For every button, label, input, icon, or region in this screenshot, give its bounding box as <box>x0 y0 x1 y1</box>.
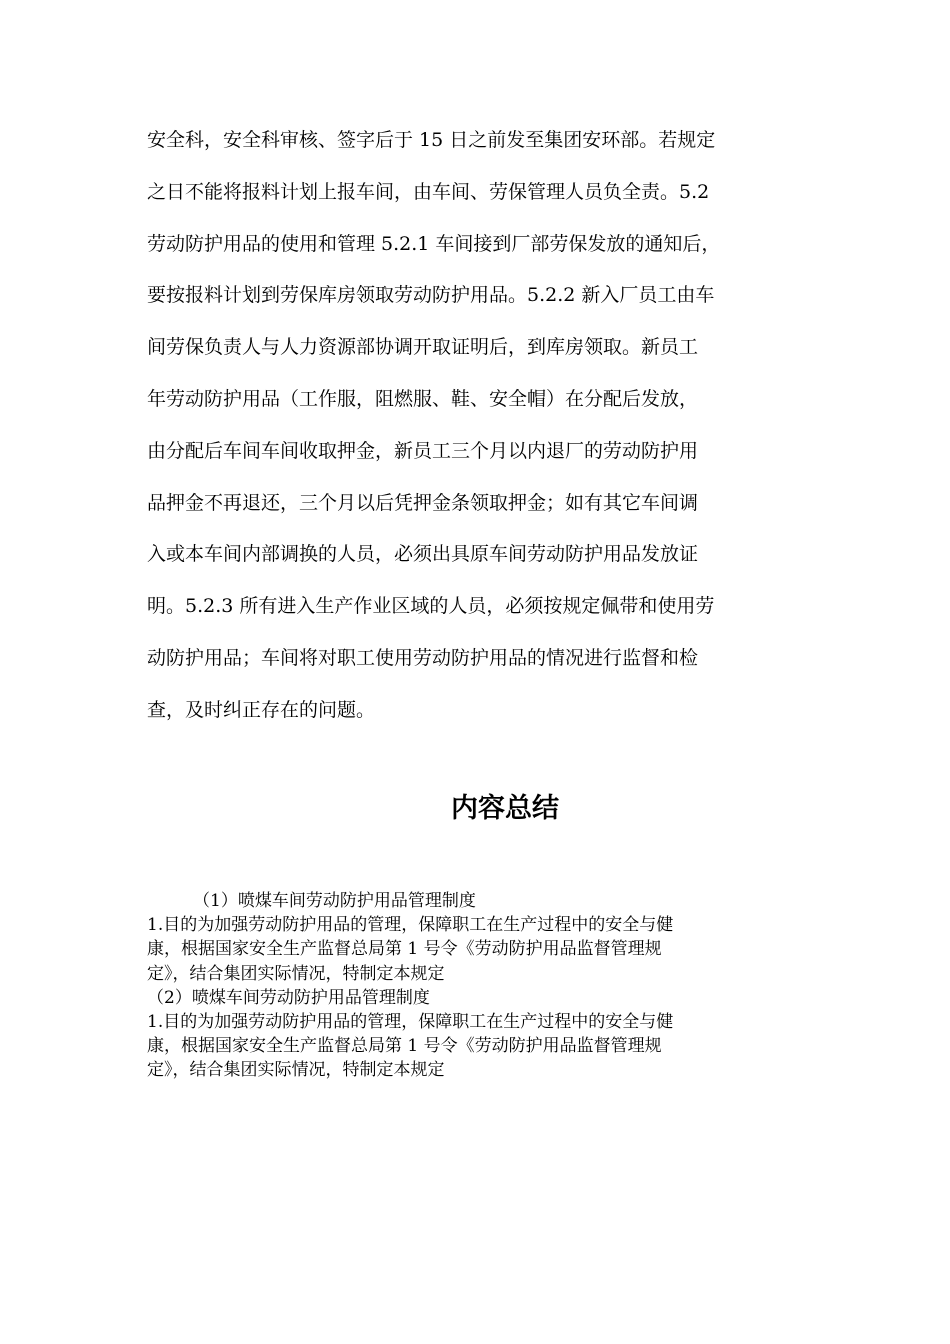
body-line: 由分配后车间车间收取押金，新员工三个月以内退厂的劳动防护用 <box>147 439 699 462</box>
body-line: 明。5.2.3 所有进入生产作业区域的人员，必须按规定佩带和使用劳 <box>147 595 715 618</box>
summary-line: （1）喷煤车间劳动防护用品管理制度 <box>193 891 476 911</box>
body-line: 之日不能将报料计划上报车间，由车间、劳保管理人员负全责。5.2 <box>147 180 710 203</box>
summary-line: （2）喷煤车间劳动防护用品管理制度 <box>147 987 430 1008</box>
summary-line: 1.目的为加强劳动防护用品的管理，保障职工在生产过程中的安全与健 <box>147 915 674 936</box>
body-line: 安全科，安全科审核、签字后于 15 日之前发至集团安环部。若规定 <box>147 129 716 151</box>
summary-line: 定》，结合集团实际情况，特制定本规定 <box>147 963 445 984</box>
body-line: 查，及时纠正存在的问题。 <box>147 698 376 721</box>
body-line: 品押金不再退还，三个月以后凭押金条领取押金；如有其它车间调 <box>147 491 699 514</box>
body-line: 年劳动防护用品（工作服，阻燃服、鞋、安全帽）在分配后发放， <box>147 387 699 410</box>
summary-line: 定》，结合集团实际情况，特制定本规定 <box>147 1060 445 1081</box>
summary-line: 康，根据国家安全生产监督总局第 1 号令《劳动防护用品监督管理规 <box>147 1036 662 1057</box>
body-line: 间劳保负责人与人力资源部协调开取证明后，到库房领取。新员工 <box>147 336 699 359</box>
body-line: 动防护用品；车间将对职工使用劳动防护用品的情况进行监督和检 <box>147 646 699 669</box>
body-line: 要按报料计划到劳保库房领取劳动防护用品。5.2.2 新入厂员工由车 <box>147 284 715 307</box>
body-line: 劳动防护用品的使用和管理 5.2.1 车间接到厂部劳保发放的通知后， <box>147 232 721 255</box>
summary-title: 内容总结 <box>451 793 559 824</box>
summary-line: 1.目的为加强劳动防护用品的管理，保障职工在生产过程中的安全与健 <box>147 1012 674 1033</box>
summary-block <box>147 889 807 1083</box>
body-line: 入或本车间内部调换的人员，必须出具原车间劳动防护用品发放证 <box>147 543 699 566</box>
body-paragraph <box>147 115 807 737</box>
summary-line: 康，根据国家安全生产监督总局第 1 号令《劳动防护用品监督管理规 <box>147 939 662 960</box>
